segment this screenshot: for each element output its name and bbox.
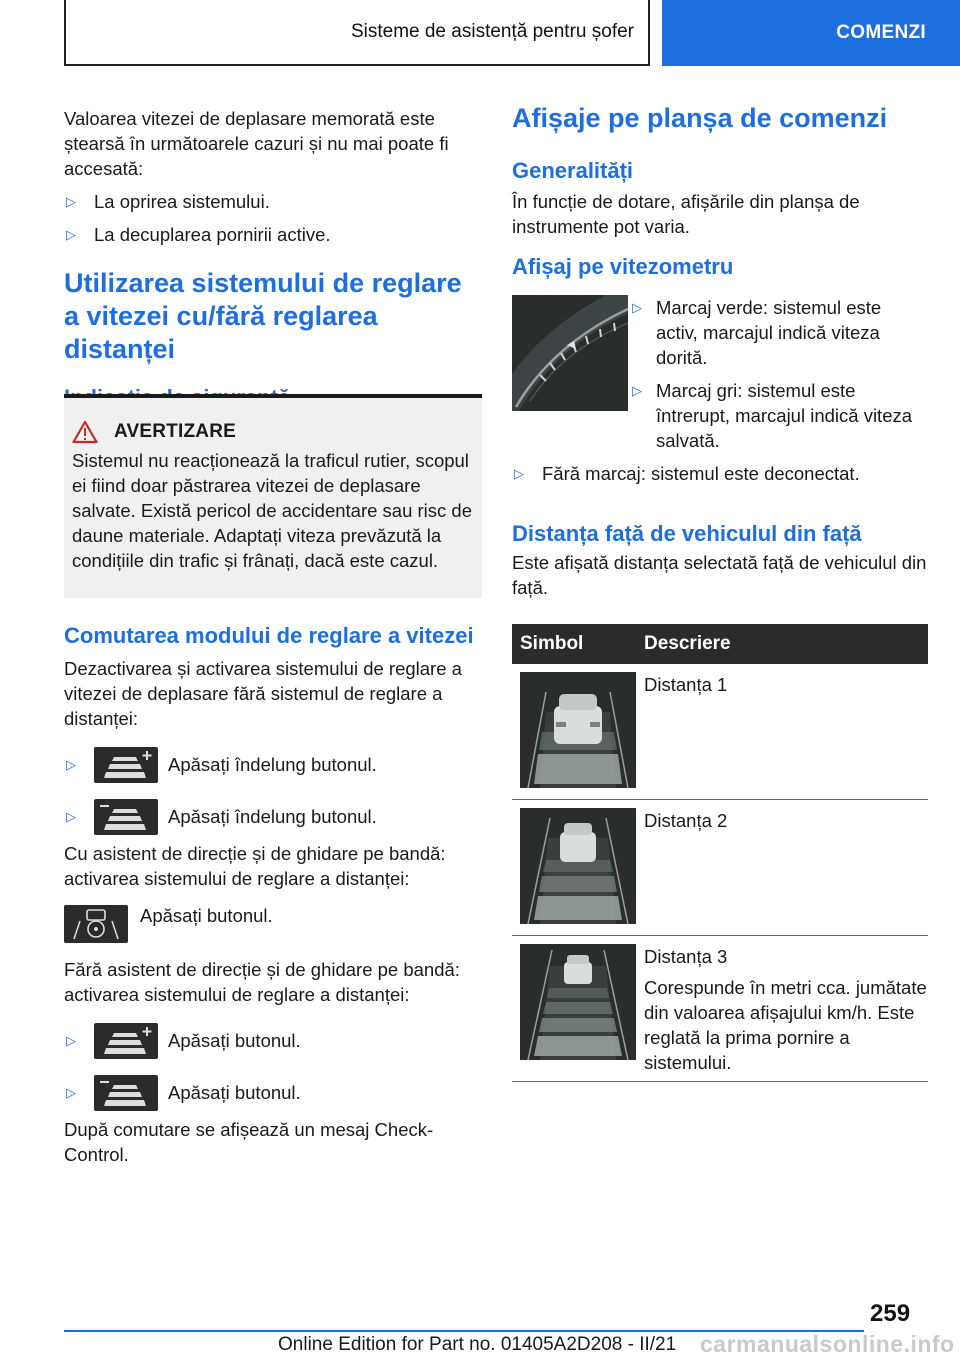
cruise-minus-button-icon <box>94 1075 158 1111</box>
speedometer-image <box>512 295 628 411</box>
section-title-text: Sisteme de asistență pentru șofer <box>350 21 634 42</box>
instruction-text: Apăsați butonul. <box>140 905 273 926</box>
table-row <box>512 800 928 936</box>
speedometer-block <box>512 295 928 453</box>
list-item-text: La decuplarea pornirii active. <box>94 224 331 245</box>
page-number: 259 <box>870 1300 911 1327</box>
general-text: În funcție de dotare, afișările din planșa de instrumente pot varia. <box>512 191 860 237</box>
subsection-heading: Afișaj pe vitezometru <box>512 254 734 279</box>
section-heading: Utilizarea sistemului de reglare a vitezei cu/fără reglarea distanței <box>64 268 462 364</box>
distance-3-image <box>520 944 636 1060</box>
instruction-text: Apăsați îndelung butonul. <box>168 754 377 775</box>
left-column-lower <box>64 622 482 1167</box>
footer-edition: Online Edition for Part no. 01405A2D208 - II/21 <box>278 1334 677 1355</box>
instruction-text: Apăsați butonul. <box>168 1082 301 1103</box>
distance-2-symbol-cell <box>512 800 644 935</box>
distance-1-image <box>520 672 636 788</box>
column-header-symbol: Simbol <box>520 633 584 654</box>
table-header <box>512 624 928 664</box>
intro-paragraph: Valoarea vitezei de deplasare memorată este ștearsă în următoarele cazuri și nu mai poate fi accesată: <box>64 108 449 179</box>
triangle-bullet-icon: ▷ <box>66 1033 76 1048</box>
cruise-minus-button-icon <box>94 799 158 835</box>
with-assist-text: Cu asistent de direcție și de ghidare pe bandă: activarea sistemului de reglare a distanței: <box>64 843 446 889</box>
list-item-text: La oprirea sistemului. <box>94 191 270 212</box>
list-item <box>64 1075 482 1111</box>
list-item-text: Fără marcaj: sistemul este deconectat. <box>542 463 860 484</box>
subsection-heading: Distanța față de vehiculul din față <box>512 521 862 546</box>
header-chapter-tab <box>662 0 960 66</box>
distance-2-label: Distanța 2 <box>644 810 728 831</box>
distance-1-label: Distanța 1 <box>644 674 728 695</box>
list-item <box>64 222 482 247</box>
section-heading: Afișaje pe planșa de comenzi <box>512 103 888 133</box>
list-item <box>64 189 482 214</box>
list-item <box>630 295 928 370</box>
list-item <box>64 747 482 783</box>
watermark: carmanualsonline.info <box>700 1331 955 1357</box>
warning-title-text: AVERTIZARE <box>114 421 236 442</box>
subsection-heading: Comutarea modului de reglare a vitezei <box>64 623 474 648</box>
triangle-bullet-icon: ▷ <box>514 466 524 481</box>
distance-3-symbol-cell <box>512 936 644 1081</box>
triangle-bullet-icon: ▷ <box>66 1085 76 1100</box>
column-header-description: Descriere <box>644 633 731 654</box>
instruction-text: Apăsați butonul. <box>168 1030 301 1051</box>
distance-3-description: Corespunde în metri cca. jumătate din valoarea afișajului km/h. Este reglată la prima pornire a sistemului. <box>644 977 927 1073</box>
list-item <box>64 1023 482 1059</box>
left-column <box>64 106 482 412</box>
speedometer-list <box>628 295 928 453</box>
right-column <box>512 102 928 600</box>
list-item <box>64 799 482 835</box>
list-item-text: Marcaj gri: sistemul este întrerupt, marcajul indică viteza salvată. <box>656 380 913 451</box>
triangle-bullet-icon: ▷ <box>66 194 76 209</box>
description-cell <box>644 664 928 799</box>
assist-button-row <box>64 905 482 943</box>
table-row <box>512 664 928 800</box>
warning-text: Sistemul nu reacționează la traficul rutier, scopul ei fiind doar păstrarea vitezei de deplasare salvate. Există pericol de accidentare sau risc de daune materiale. Adaptați viteza prevăzută la condițiile din trafic și frânați, dacă este cazul. <box>72 450 473 571</box>
distance-control-button-icon <box>64 905 128 943</box>
list-item <box>630 378 928 453</box>
after-switch-text: După comutare se afișează un mesaj Check-Control. <box>64 1119 434 1165</box>
switch-intro: Dezactivarea și activarea sistemului de reglare a vitezei de deplasare fără sistemul de reglare a distanței: <box>64 658 462 729</box>
warning-title <box>72 420 474 444</box>
description-cell <box>644 936 928 1081</box>
warning-box <box>64 394 482 598</box>
chapter-label: COMENZI <box>836 22 926 43</box>
cruise-plus-button-icon <box>94 747 158 783</box>
triangle-bullet-icon: ▷ <box>632 300 642 315</box>
triangle-bullet-icon: ▷ <box>66 227 76 242</box>
subsection-heading: Generalități <box>512 158 634 183</box>
instruction-text: Apăsați îndelung butonul. <box>168 806 377 827</box>
description-cell <box>644 800 928 935</box>
distance-3-label: Distanța 3 <box>644 946 728 967</box>
triangle-bullet-icon: ▷ <box>66 809 76 824</box>
triangle-bullet-icon: ▷ <box>66 757 76 772</box>
header-section-title <box>64 0 650 66</box>
triangle-bullet-icon: ▷ <box>632 383 642 398</box>
distance-2-image <box>520 808 636 924</box>
cruise-plus-button-icon <box>94 1023 158 1059</box>
list-item <box>512 461 928 486</box>
without-assist-text: Fără asistent de direcție și de ghidare pe bandă: activarea sistemului de reglare a distanței: <box>64 959 460 1005</box>
distance-text: Este afișată distanța selectată față de vehiculul din față. <box>512 552 927 598</box>
distance-table <box>512 624 928 1082</box>
table-row <box>512 936 928 1082</box>
distance-1-symbol-cell <box>512 664 644 799</box>
list-item-text: Marcaj verde: sistemul este activ, marcajul indică viteza dorită. <box>656 297 882 368</box>
warning-triangle-icon <box>72 420 98 444</box>
